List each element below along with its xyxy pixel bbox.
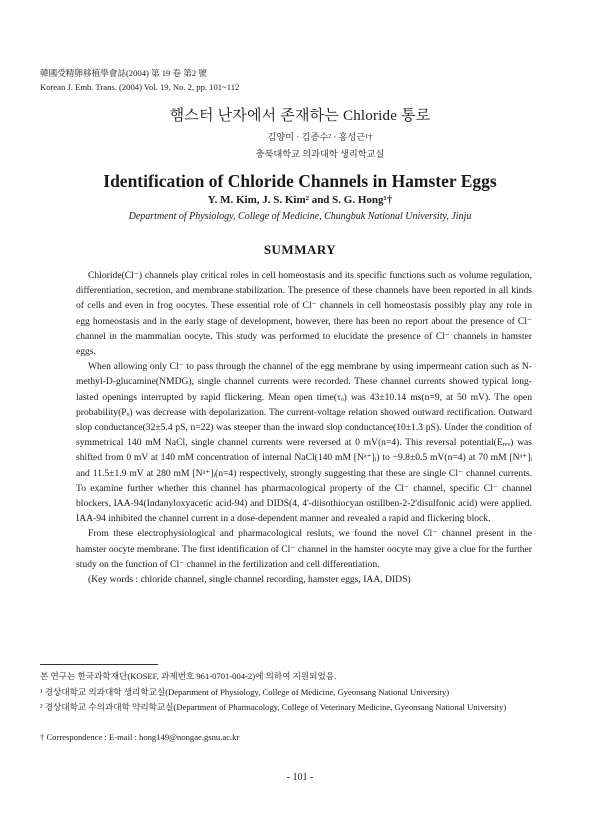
footnote-correspondence: † Correspondence : E-mail : hong149@nongae.gsnu.ac.kr [40, 732, 240, 742]
affiliation-english: Department of Physiology, College of Medicine, Chungbuk National University, Jinju [128, 211, 472, 222]
journal-header [40, 66, 239, 94]
footnote-funding: 본 연구는 한국과학재단(KOSEF, 과제번호 961-0701-004-2)에 의하여 지원되었음. [40, 671, 337, 681]
keywords: (Key words : chloride channel, single channel recording, hamster eggs, IAA, DIDS) [88, 574, 411, 586]
authors-english: Y. M. Kim, J. S. Kim² and S. G. Hong¹† [207, 194, 393, 206]
summary-heading: SUMMARY [263, 242, 337, 257]
summary-paragraph-3: From these electrophysiological and pharmacological resluts, we found the novel Cl⁻ channel present in the hamster oocyte membrane. The first identification of Cl⁻ channel in the hamster oocyte may give a clue for the further study on the function of Cl⁻ channel in the fertilization and cell differentiation. [76, 528, 532, 570]
footnote-divider [40, 664, 158, 665]
journal-header-korean: 韓國受精卵移植學會誌(2004) 第 19 卷 第2 號 [40, 68, 207, 78]
footnote-affiliation-1: ¹ 경상대학교 의과대학 생리학교실(Department of Physiology, College of Medicine, Gyeonsang National University) [40, 687, 450, 697]
title-korean: 햄스터 난자에서 존재하는 Chloride 통로 [169, 108, 431, 124]
summary-paragraph-2: When allowing only Cl⁻ to pass through the channel of the egg membrane by using impermeant cation such as N-methyl-D-glucamine(NMDG), single channel currents were recorded. These channel currents showed typical long-lasted openings interrupted by rapid flickering. Mean open time(τₒ) was 43±10.14 ms(n=9, at 50 mV). The open probability(Pₒ) was decrease with depolarization. The current-voltage relation showed outward rectification. Outward slop conductance(32±5.4 pS, n=22) was steeper than the inward slop conductance(10±1.3 pS). Under the condition of symmetrical 140 mM NaCl, single channel currents were reversed at 0 mV(n=4). This reversal potential(Eᵣₑᵥ) was shifted from 0 mV at 140 mM concentration of internal NaCl(140 mM [Nᵃ⁺]ᵢ) to −9.8±0.5 mV(n=4) at 70 mM [Nᵃ⁺]ᵢ and 11.5±1.9 mV at 280 mM [Nᵃ⁺]ᵢ(n=4) respectively, strongly suggesting that these are single Cl⁻ channel currents. To examine further whether this channel has pharmacological property of the Cl⁻ channel, specific Cl⁻ channel blockers, IAA-94(Indanyloxyacetic acid-94) and DIDS(4, 4'-diisothiocyan ostillben-2-2'disulfonic acid) were applied. IAA-94 inhibited the channel current in a dose-dependent manner and revealed a rapid and flickering block. [76, 361, 532, 525]
summary-body [76, 268, 532, 587]
summary-paragraph-1: Chloride(Cl⁻) channels play critical roles in cell homeostasis and its specific functions such as volume regulation, differentiation, secretion, and membrane stabilization. The presence of these channels have been reported in all kinds of cells and even in frog oocytes. These essential role of Cl⁻ channels in cell homeostasis possibly play any role in egg homeostasis and in the early stage of development, however, there has been no report about the presence of Cl⁻ channel in the mammalian oocyte. This study was performed to elucidate the presence of Cl⁻ channels in hamster eggs. [76, 270, 532, 358]
authors-korean: 김양미 · 김종수² · 홍성근¹† [267, 132, 373, 142]
affiliation-korean: 충북대학교 의과대학 생리학교실 [255, 149, 385, 159]
title-english: Identification of Chloride Channels in Hamster Eggs [103, 171, 497, 191]
journal-header-english: Korean J. Emb. Trans. (2004) Vol. 19, No. 2, pp. 101~112 [40, 82, 240, 92]
page-number: - 101 - [286, 772, 314, 783]
footnote-affiliation-2: ² 경상대학교 수의과대학 약리학교실(Department of Pharmacology, College of Veterinary Medicine, Gyeonsang National University) [40, 702, 507, 712]
